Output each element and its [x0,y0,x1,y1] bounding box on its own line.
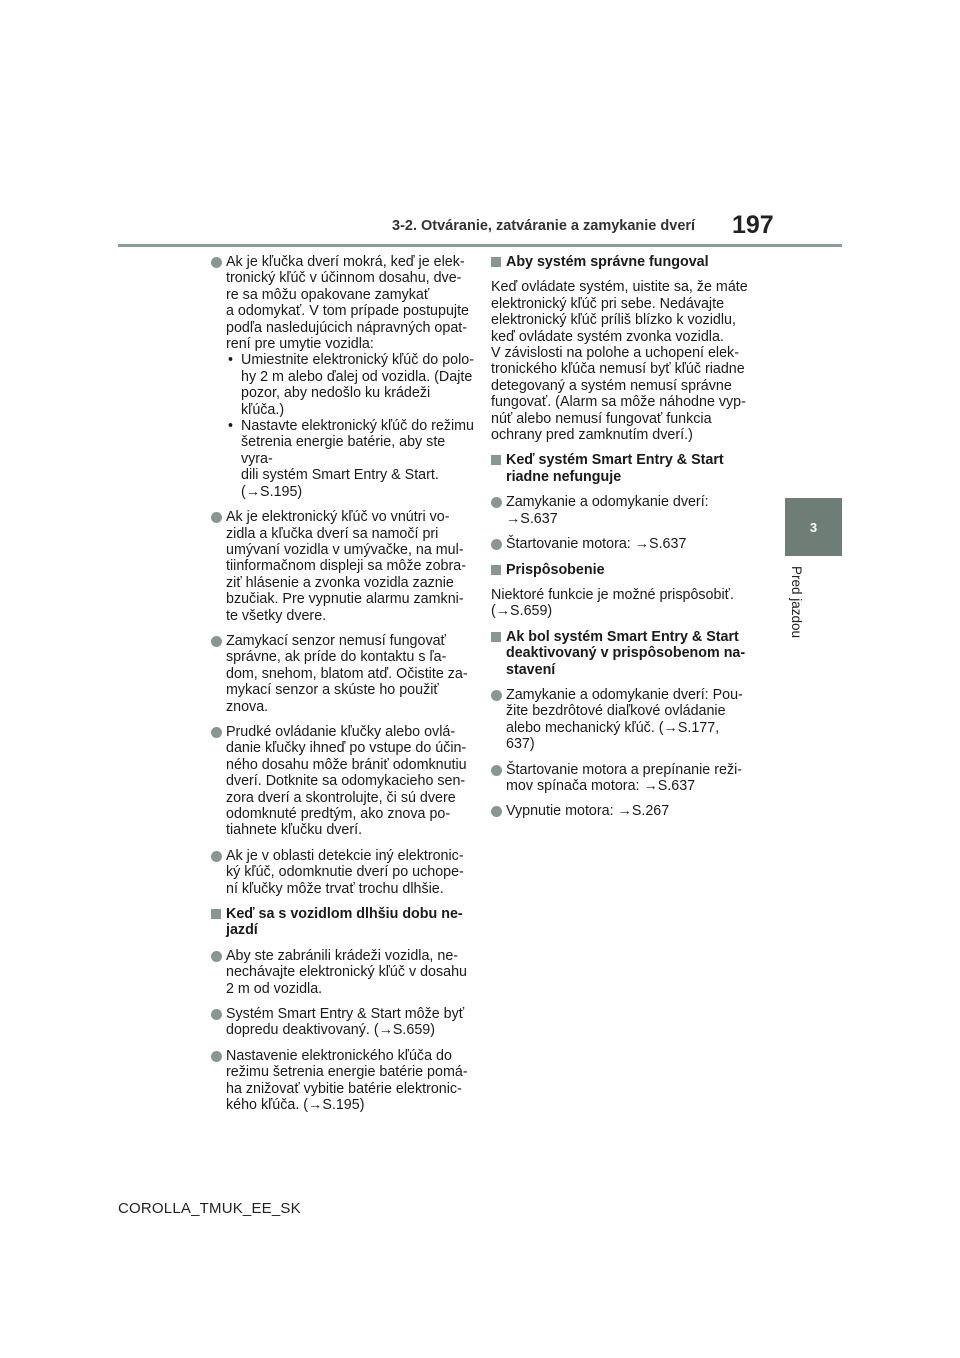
text-line: rení pre umytie vozidla: [226,336,374,353]
text-line: Prispôsobenie [506,561,605,578]
text-line: Štartovanie motora a prepínanie reži- [506,761,743,778]
text-line: ha znižovať vybitie batérie elektronic- [226,1080,462,1097]
bullet-item [491,803,753,819]
bullet-item [211,848,475,897]
text-line: Ak je v oblasti detekcie iný elektronic- [226,847,464,864]
heading-text [226,906,475,939]
text-line: pozor, aby nedošlo ku krádeži kľúča.) [241,385,431,418]
sub-bullet-item [226,352,475,418]
bullet-circle-icon [211,1051,222,1062]
sub-bullet-item [226,418,475,500]
text-line: (→S.659) [491,603,553,620]
bullet-circle-icon [491,806,502,817]
text-line: Niektoré funkcie je možné prispôsobiť. [491,586,734,603]
text-line: dom, snehom, blatom atď. Očistite za- [226,665,468,682]
text-line: hy 2 m alebo ďalej od vozidla. (Dajte [241,368,473,385]
bullet-text [506,687,753,753]
bullet-circle-icon [211,851,222,862]
sub-bullet-text [241,352,475,418]
text-line: núť alebo nemusí fungovať funkcia [491,410,712,427]
text-line: ného dosahu môže brániť odomknutiu [226,756,467,773]
bullet-circle-icon [491,497,502,508]
section-heading [491,629,753,678]
text-line: Aby ste zabránili krádeži vozidla, ne- [226,947,459,964]
section-heading [491,254,753,270]
text-line: umývaní vozidla v umývačke, na mul- [226,541,464,558]
bullet-text [506,762,753,795]
text-line: danie kľučky ihneď po vstupe do účin- [226,740,467,757]
bullet-item [491,762,753,795]
text-line: dverí. Dotknite sa odomykacieho sen- [226,773,466,790]
text-line: tiinformačnom displeji sa môže zobra- [226,558,466,575]
bullet-circle-icon [211,636,222,647]
text-line: te všetky dvere. [226,607,327,624]
text-line: odomknuté predtým, ako znova po- [226,806,451,822]
text-line: 2 m od vozidla. [226,980,323,997]
bullet-text [226,633,475,715]
bullet-circle-icon [491,539,502,550]
text-line: mov spínača motora: →S.637 [506,777,696,794]
text-line: stavení [506,661,556,678]
bullet-text [506,536,753,552]
text-line: tiahnete kľučku dverí. [226,822,363,839]
text-line: Ak bol systém Smart Entry & Start [506,628,739,645]
text-line: Ak je kľučka dverí mokrá, keď je elek- [226,254,465,270]
text-line: alebo mechanický kľúč. (→S.177, [506,719,720,736]
text-line: Zamykací senzor nemusí fungovať [226,632,446,649]
paragraph [491,279,753,443]
sub-bullet-dot-icon: • [228,352,234,369]
heading-text [506,254,753,270]
heading-text [506,629,753,678]
heading-square-icon [491,257,501,267]
heading-square-icon [491,455,501,465]
text-line: zora dverí a skontrolujte, či sú dvere [226,789,456,806]
text-line: ziť hlásenie a zvonka vozidla zaznie [226,574,454,591]
paragraph [491,587,753,620]
chapter-number: 3 [809,519,818,535]
text-line: riadne nefunguje [506,468,622,485]
text-line: tronického kľúča nemusí byť kľúč riadne [491,361,745,378]
chapter-side-label: Pred jazdou [789,566,804,639]
text-line: Zamykanie a odomykanie dverí: Pou- [506,686,743,703]
bullet-text [226,509,475,624]
bullet-text [506,803,753,819]
text-line: Umiestnite elektronický kľúč do polo- [241,352,475,369]
heading-text [506,452,753,485]
bullet-text [226,848,475,897]
text-line: Keď ovládate systém, uistite sa, že máte [491,279,748,296]
heading-square-icon [491,632,501,642]
bullet-text [226,254,475,352]
text-line: Prudké ovládanie kľučky alebo ovlá- [226,723,456,740]
text-line: Štartovanie motora: →S.637 [506,536,687,553]
text-line: znova. [226,698,269,715]
bullet-circle-icon [491,690,502,701]
bullet-item [491,536,753,552]
bullet-text [226,948,475,997]
bullet-text [226,1048,475,1114]
text-line: elektronický kľúč pri sebe. Nedávajte [491,295,725,312]
text-line: (→S.195) [241,483,303,500]
text-line: a odomykať. V tom prípade postupujte [226,303,469,320]
section-heading [491,562,753,578]
text-line: re sa môžu opakovane zamykať [226,286,430,303]
text-line: ní kľučky môže trvať trochu dlhšie. [226,880,444,897]
bullet-circle-icon [211,512,222,523]
bullet-item [211,509,475,624]
text-line: Zamykanie a odomykanie dverí: [506,494,709,511]
bullet-item [491,494,753,527]
text-line: deaktivovaný v prispôsobenom na- [506,645,746,662]
text-line: dili systém Smart Entry & Start. [241,467,439,484]
bullet-item [211,948,475,997]
bullet-circle-icon [211,257,222,268]
bullet-circle-icon [211,951,222,962]
text-line: žite bezdrôtové diaľkové ovládanie [506,703,726,720]
text-line: Nastavenie elektronického kľúča do [226,1047,452,1064]
bullet-circle-icon [491,765,502,776]
text-line: keď ovládate systém zvonka vozidla. [491,328,724,345]
bullet-item [211,1006,475,1039]
heading-square-icon [491,565,501,575]
text-line: V závislosti na polohe a uchopení elek- [491,345,739,362]
text-line: správne, ak príde do kontaktu s ľa- [226,649,447,666]
page-number: 197 [732,211,774,239]
bullet-circle-icon [211,1009,222,1020]
text-line: dopredu deaktivovaný. (→S.659) [226,1022,436,1039]
text-line: Keď sa s vozidlom dlhšiu dobu ne- [226,906,463,923]
text-line: zidla a kľučka dverí sa namočí pri [226,525,439,542]
text-line: šetrenia energie batérie, aby ste vyra- [241,434,446,467]
bullet-circle-icon [211,727,222,738]
header-rule [118,244,842,247]
text-line: →S.637 [506,510,558,527]
heading-text [506,562,753,578]
bullet-text [226,1006,475,1039]
text-line: fungovať. (Alarm sa môže náhodne vyp- [491,394,746,411]
chapter-tab[interactable] [785,498,842,556]
text-line: jazdí [226,922,258,939]
text-line: kého kľúča. (→S.195) [226,1097,365,1114]
sub-bullet-text [241,418,475,500]
bullet-item [211,724,475,839]
left-column [211,254,475,1123]
text-line: 637) [506,736,535,753]
text-line: mykací senzor a skúste ho použiť [226,682,439,699]
right-column [491,254,753,829]
bullet-item [211,254,475,500]
text-line: tronický kľúč v účinnom dosahu, dve- [226,270,462,287]
text-line: Keď systém Smart Entry & Start [506,452,724,469]
text-line: Nastavte elektronický kľúč do režimu [241,418,475,435]
text-line: Systém Smart Entry & Start môže byť [226,1006,465,1023]
footer-document-code: COROLLA_TMUK_EE_SK [118,1200,301,1217]
text-line: Aby systém správne fungoval [506,254,709,270]
bullet-item [211,633,475,715]
text-line: nechávajte elektronický kľúč v dosahu [226,964,467,981]
text-line: podľa nasledujúcich nápravných opat- [226,319,468,336]
text-line: ochrany pred zamknutím dverí.) [491,427,693,444]
section-heading [211,906,475,939]
page-header-title: 3-2. Otváranie, zatváranie a zamykanie dverí [392,218,696,234]
text-line: ký kľúč, odomknutie dverí po uchope- [226,864,464,881]
bullet-item [211,1048,475,1114]
text-line: Vypnutie motora: →S.267 [506,803,670,820]
sub-bullet-dot-icon: • [228,418,234,435]
heading-square-icon [211,909,221,919]
text-line: bzučiak. Pre vypnutie alarmu zamkni- [226,591,464,608]
text-line: Ak je elektronický kľúč vo vnútri vo- [226,509,450,526]
section-heading [491,452,753,485]
bullet-text [506,494,753,527]
text-line: elektronický kľúč príliš blízko k vozidlu, [491,312,736,329]
bullet-text [226,724,475,839]
text-line: režimu šetrenia energie batérie pomá- [226,1064,468,1081]
bullet-item [491,687,753,753]
text-line: detegovaný a systém nemusí správne [491,377,732,394]
